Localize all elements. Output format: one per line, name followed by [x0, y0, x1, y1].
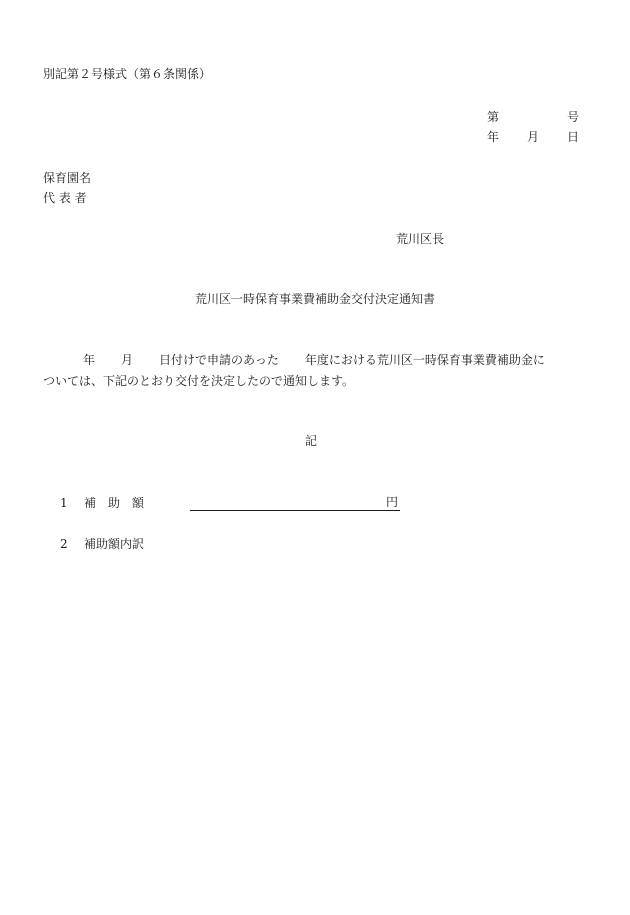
document-date: [487, 129, 579, 145]
document-number-suffix: 号: [566, 110, 579, 124]
item-number: 2: [60, 537, 68, 551]
recipient-nursery-name: 保育園名: [43, 171, 92, 185]
document-title: 荒川区一時保育事業費補助金交付決定通知書: [194, 292, 435, 306]
body-year: 年: [83, 353, 96, 367]
item-subsidy-amount: [60, 495, 400, 511]
amount-blank-line: [190, 495, 386, 511]
recipient-representative: 代 表 者: [43, 191, 87, 205]
amount-unit: 円: [386, 495, 399, 509]
document-number-prefix: 第: [487, 110, 500, 124]
item-subsidy-breakdown: [60, 536, 144, 552]
body-fiscal-year-suffix: 年度における荒川区一時保育事業費補助金に: [304, 353, 545, 367]
date-year: 年: [487, 130, 500, 144]
body-date-suffix: 日付けで申請のあった: [159, 353, 279, 367]
ki-heading: 記: [304, 434, 317, 448]
date-day: 日: [566, 130, 579, 144]
body-line-2: ついては、下記のとおり交付を決定したので通知します。: [43, 374, 355, 388]
body-line-1: [43, 352, 583, 368]
date-month: 月: [526, 130, 539, 144]
item-label: 補助額内訳: [84, 537, 145, 551]
form-number: 別記第２号様式（第６条関係）: [43, 67, 212, 81]
item-label: 補 助 額: [84, 496, 145, 510]
issuer: 荒川区長: [396, 232, 445, 246]
item-number: 1: [60, 496, 68, 510]
document-number: [487, 109, 579, 125]
body-month: 月: [121, 353, 134, 367]
